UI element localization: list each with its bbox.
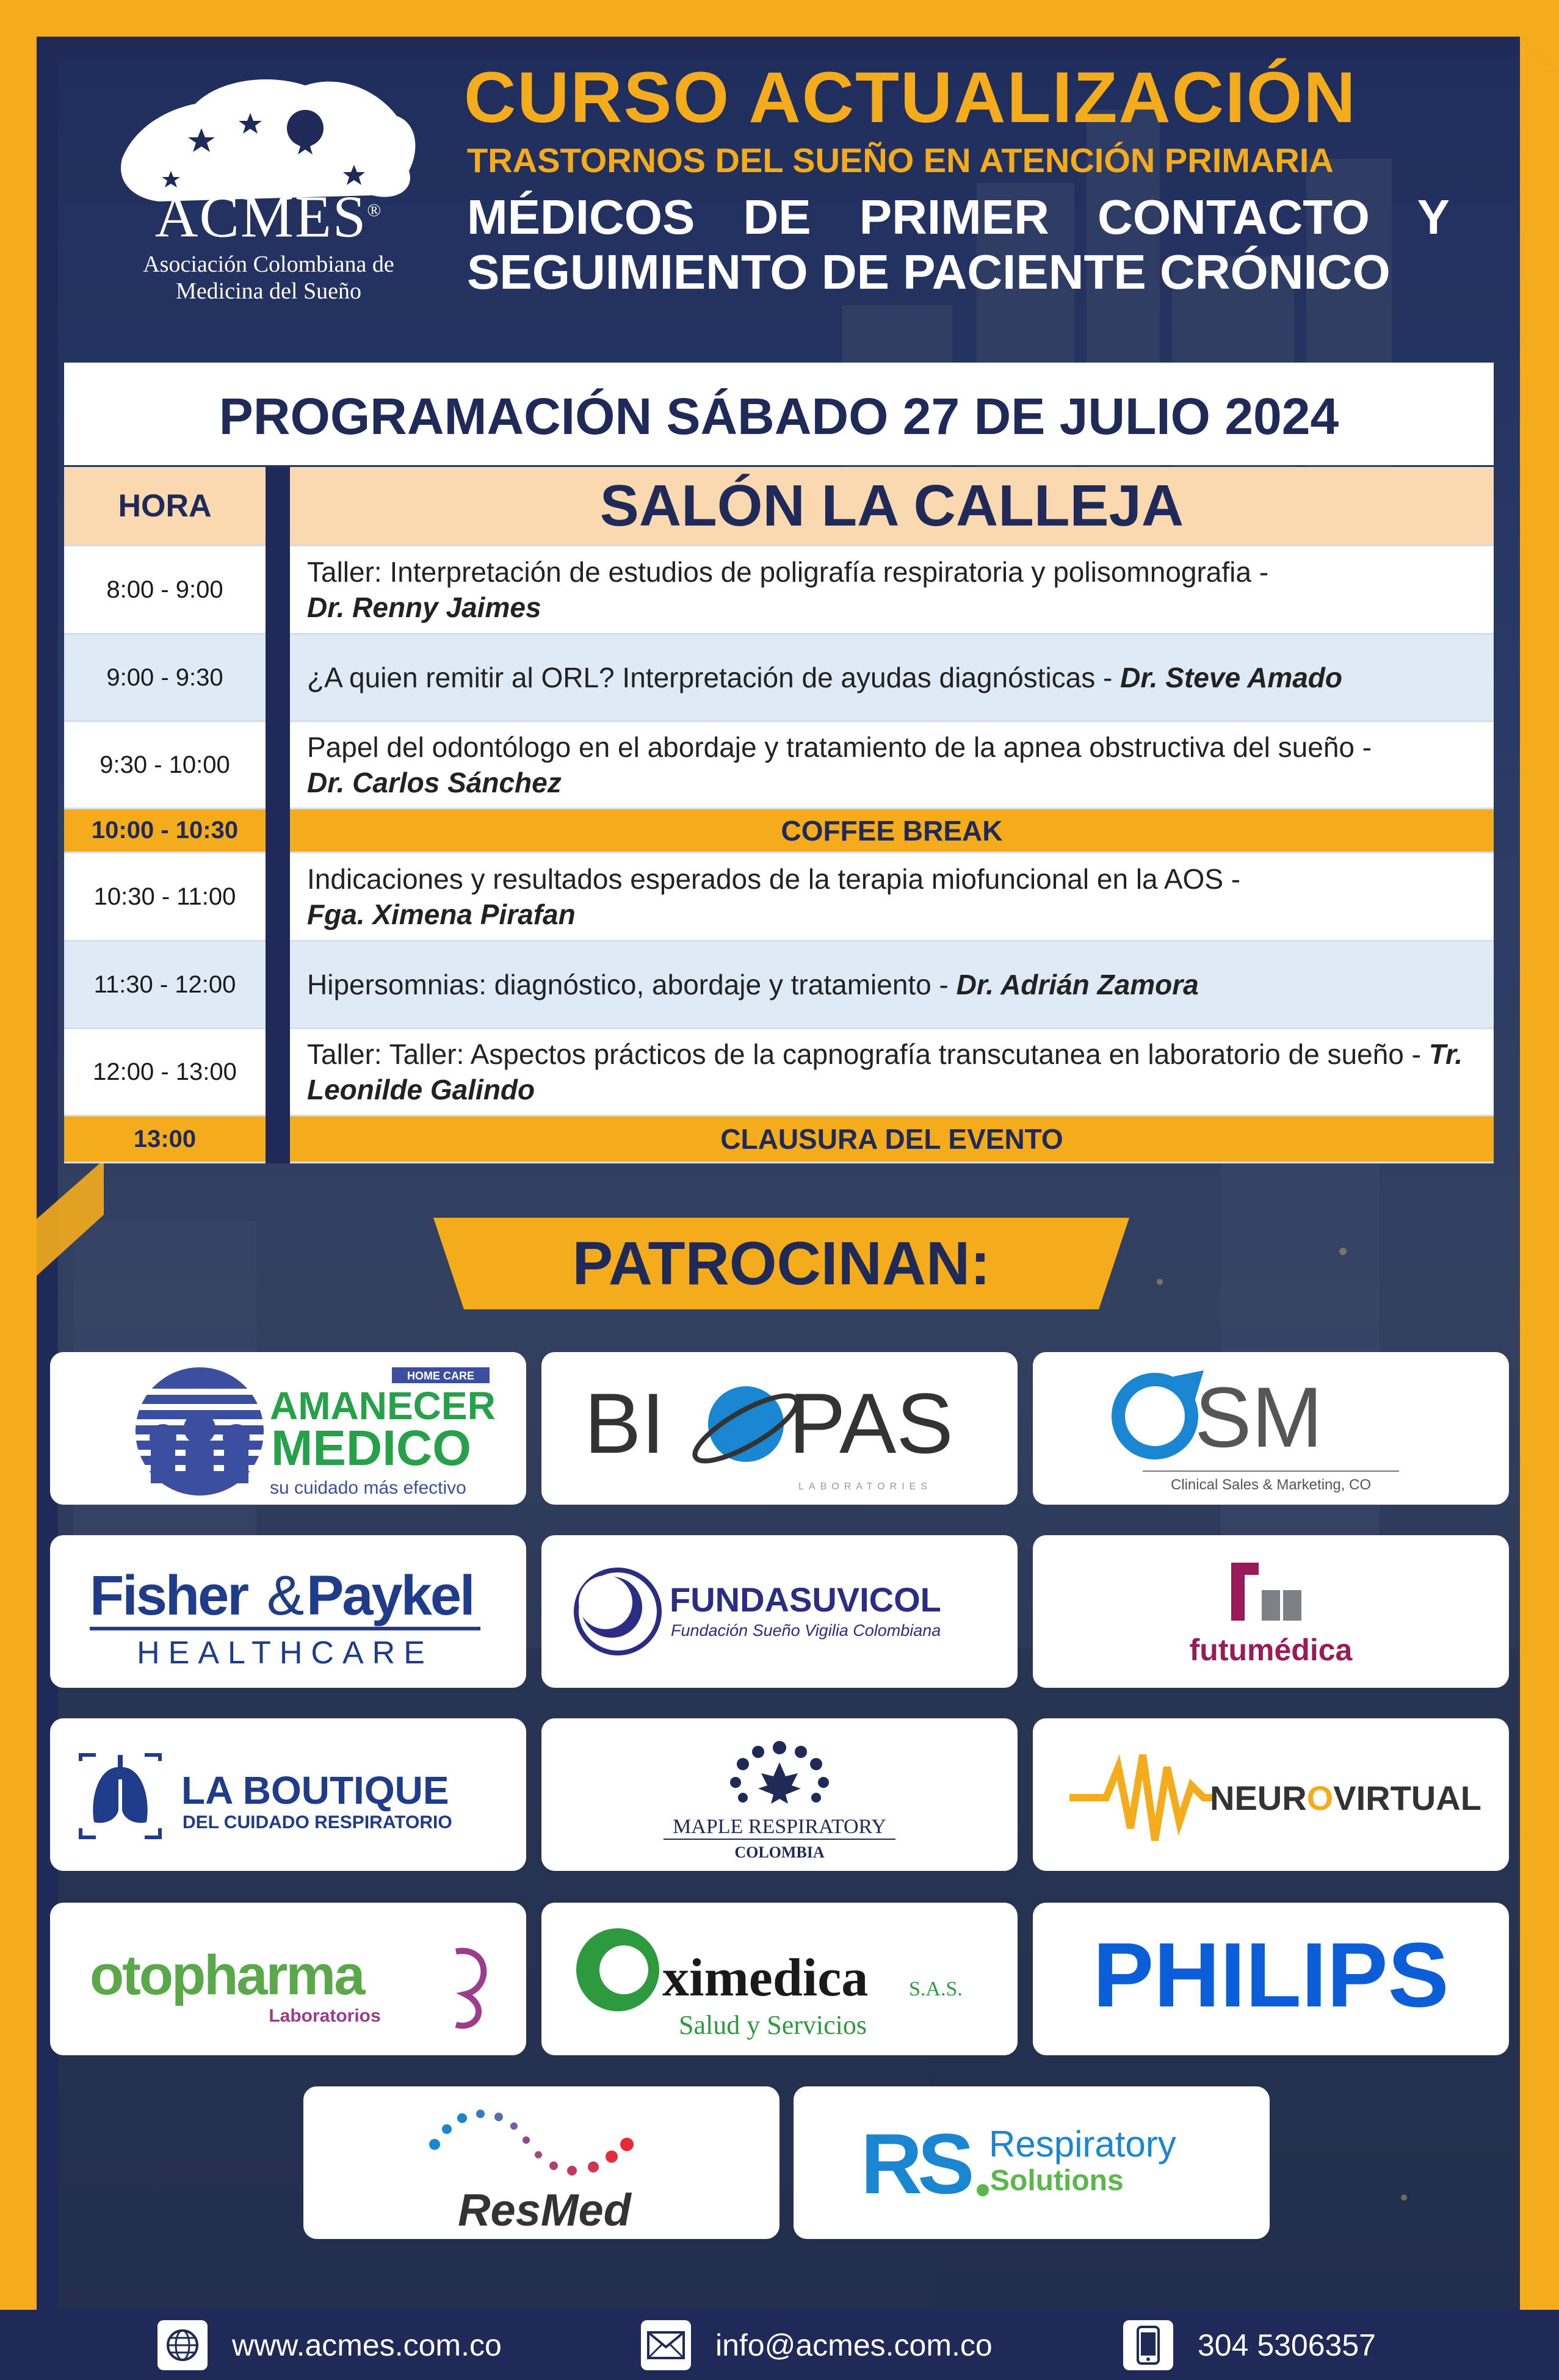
talk-title: Taller: Interpretación de estudios de poligrafía respiratoria y polisomnografia - xyxy=(307,556,1269,588)
fisher-amp: & xyxy=(267,1564,305,1627)
fisher-sub: HEALTHCARE xyxy=(137,1635,433,1671)
talk-title: ¿A quien remitir al ORL? Interpretación de ayudas diagnósticas - xyxy=(307,662,1113,693)
sponsor-oximedica xyxy=(541,1903,1018,2055)
biopas-name-a: BI xyxy=(584,1375,665,1471)
talk-row xyxy=(290,722,1494,809)
neurovirtual-wave-icon xyxy=(1069,1755,1216,1840)
program-heading: PROGRAMACIÓN SÁBADO 27 DE JULIO 2024 xyxy=(64,363,1494,465)
footer-phone[interactable] xyxy=(1123,2310,1376,2380)
time-cell-break: 10:00 - 10:30 xyxy=(64,809,266,853)
footer-phone-text[interactable]: 304 5306357 xyxy=(1198,2328,1376,2362)
oximedica-suffix: S.A.S. xyxy=(909,1978,963,2000)
neurovirtual-name-c: VIRTUAL xyxy=(1333,1779,1481,1817)
time-cell-closing: 13:00 xyxy=(64,1116,266,1163)
boutique-name: LA BOUTIQUE xyxy=(181,1768,449,1812)
footer-email-text[interactable]: info@acmes.com.co xyxy=(715,2328,993,2362)
hora-header: HORA xyxy=(64,467,266,546)
course-line-3: MÉDICOS DE PRIMER CONTACTO Y xyxy=(467,190,1450,244)
talk-speaker: Dr. Adrián Zamora xyxy=(956,969,1199,1000)
otopharma-sub: Laboratorios xyxy=(269,2006,381,2026)
lungs-icon xyxy=(81,1755,160,1837)
talk-row xyxy=(290,635,1494,722)
rs-name-c: Solutions xyxy=(990,2165,1124,2197)
talk-speaker: Dr. Steve Amado xyxy=(1120,662,1343,693)
talk-speaker: Dr. Renny Jaimes xyxy=(307,591,541,623)
talk-row xyxy=(290,546,1494,635)
neurovirtual-name-a: NEUR xyxy=(1210,1779,1307,1817)
sponsor-fundasuvicol xyxy=(541,1535,1018,1688)
sponsor-futumedica xyxy=(1033,1535,1509,1688)
course-title: CURSO ACTUALIZACIÓN xyxy=(464,57,1357,138)
otopharma-ear-icon xyxy=(456,1951,483,2026)
boutique-sub: DEL CUIDADO RESPIRATORIO xyxy=(183,1812,452,1832)
fundasuvicol-sub: Fundación Sueño Vigilia Colombiana xyxy=(671,1621,941,1640)
closing: CLAUSURA DEL EVENTO xyxy=(290,1116,1494,1163)
amanecer-tagline: su cuidado más efectivo xyxy=(270,1478,466,1498)
biopas-name-b: PAS xyxy=(789,1375,953,1471)
sponsor-philips xyxy=(1033,1903,1509,2055)
talk-title: Papel del odontólogo en el abordaje y tratamiento de la apnea obstructiva del sueño - xyxy=(307,731,1372,763)
salon-header: SALÓN LA CALLEJA xyxy=(290,467,1494,546)
logo-text: ACMES® Asociación Colombiana de Medicina del Sueño xyxy=(110,177,427,305)
sponsor-neurovirtual xyxy=(1033,1718,1509,1871)
resmed-name: ResMed xyxy=(458,2185,631,2235)
biopas-sub: LABORATORIES xyxy=(798,1481,932,1492)
amanecer-tag: HOME CARE xyxy=(407,1370,475,1382)
time-cell: 9:30 - 10:00 xyxy=(64,722,266,809)
amanecer-sun-icon xyxy=(136,1367,264,1496)
talks-column xyxy=(290,467,1494,1163)
rs-name-a: RS xyxy=(861,2116,970,2212)
svg-text:NEUROVIRTUAL xyxy=(1210,1779,1481,1817)
column-separator xyxy=(266,467,290,1163)
sponsor-la-boutique xyxy=(50,1718,526,1871)
amanecer-name-2: MEDICO xyxy=(271,1420,471,1476)
sponsor-biopas xyxy=(541,1352,1018,1505)
sponsor-otopharma xyxy=(50,1903,526,2055)
mail-icon xyxy=(641,2320,691,2370)
logo-subtitle-2: Medicina del Sueño xyxy=(176,278,361,304)
sponsor-fisher-paykel xyxy=(50,1535,526,1688)
talk-title: Indicaciones y resultados esperados de la terapia miofuncional en la AOS - xyxy=(307,863,1241,895)
rs-name-b: Respiratory xyxy=(989,2124,1176,2165)
time-cell: 12:00 - 13:00 xyxy=(64,1029,266,1116)
logo-name: ACMES xyxy=(154,184,367,250)
time-column xyxy=(64,467,266,1163)
footer-web[interactable] xyxy=(157,2310,502,2380)
globe-icon xyxy=(157,2320,208,2370)
fisher-name-b: Paykel xyxy=(306,1564,474,1627)
footer-web-text[interactable]: www.acmes.com.co xyxy=(232,2328,502,2362)
amanecer-name-1: AMANECER xyxy=(270,1384,496,1428)
philips-name: PHILIPS xyxy=(1093,1923,1449,2026)
talk-speaker: Dr. Carlos Sánchez xyxy=(307,767,562,798)
oximedica-sub: Salud y Servicios xyxy=(679,2010,867,2040)
csm-name: SM xyxy=(1195,1369,1323,1465)
phone-icon xyxy=(1123,2320,1173,2370)
oximedica-name: ximedica xyxy=(662,1948,869,2008)
csm-arrow-icon xyxy=(1118,1380,1192,1453)
fundasuvicol-name: FUNDASUVICOL xyxy=(670,1580,941,1619)
csm-sub: Clinical Sales & Marketing, CO xyxy=(1170,1477,1372,1493)
talk-row xyxy=(290,853,1494,942)
talk-title: Taller: Taller: Aspectos prácticos de la capnografía transcutanea en laboratorio de sueño - xyxy=(307,1038,1421,1070)
sponsor-maple-respiratory xyxy=(541,1718,1018,1871)
course-subtitle: TRASTORNOS DEL SUEÑO EN ATENCIÓN PRIMARIA xyxy=(467,141,1334,179)
neurovirtual-name-b: O xyxy=(1306,1779,1334,1817)
talk-row xyxy=(290,1029,1494,1116)
futumedica-f-icon xyxy=(1231,1563,1301,1621)
futumedica-name: futumédica xyxy=(1189,1633,1353,1667)
fisher-name-a: Fisher xyxy=(90,1564,248,1627)
coffee-break: COFFEE BREAK xyxy=(290,809,1494,853)
course-line-4: SEGUIMIENTO DE PACIENTE CRÓNICO xyxy=(467,245,1391,299)
talk-title: Hipersomnias: diagnóstico, abordaje y tratamiento - xyxy=(307,969,949,1000)
sponsor-respiratory-solutions xyxy=(794,2086,1270,2239)
talk-row xyxy=(290,942,1494,1029)
maple-name: MAPLE RESPIRATORY xyxy=(673,1815,886,1838)
resmed-wave-icon xyxy=(429,2110,634,2176)
time-cell: 9:00 - 9:30 xyxy=(64,635,266,722)
logo-subtitle-1: Asociación Colombiana de xyxy=(143,251,394,277)
otopharma-name: otopharma xyxy=(90,1944,364,2006)
footer-email[interactable] xyxy=(641,2310,993,2380)
maple-leaf-icon xyxy=(730,1741,829,1804)
sponsor-csm xyxy=(1033,1352,1509,1505)
sponsor-amanecer-medico xyxy=(50,1352,526,1505)
time-cell: 10:30 - 11:00 xyxy=(64,853,266,942)
maple-sub: COLOMBIA xyxy=(734,1843,825,1861)
time-cell: 8:00 - 9:00 xyxy=(64,546,266,635)
talk-speaker: Tr. Leonilde Galindo xyxy=(307,1038,1463,1105)
talk-speaker: Fga. Ximena Pirafan xyxy=(307,899,576,930)
sponsors-heading: PATROCINAN: xyxy=(572,1229,991,1298)
time-cell: 11:30 - 12:00 xyxy=(64,942,266,1029)
sponsor-resmed xyxy=(303,2086,780,2239)
